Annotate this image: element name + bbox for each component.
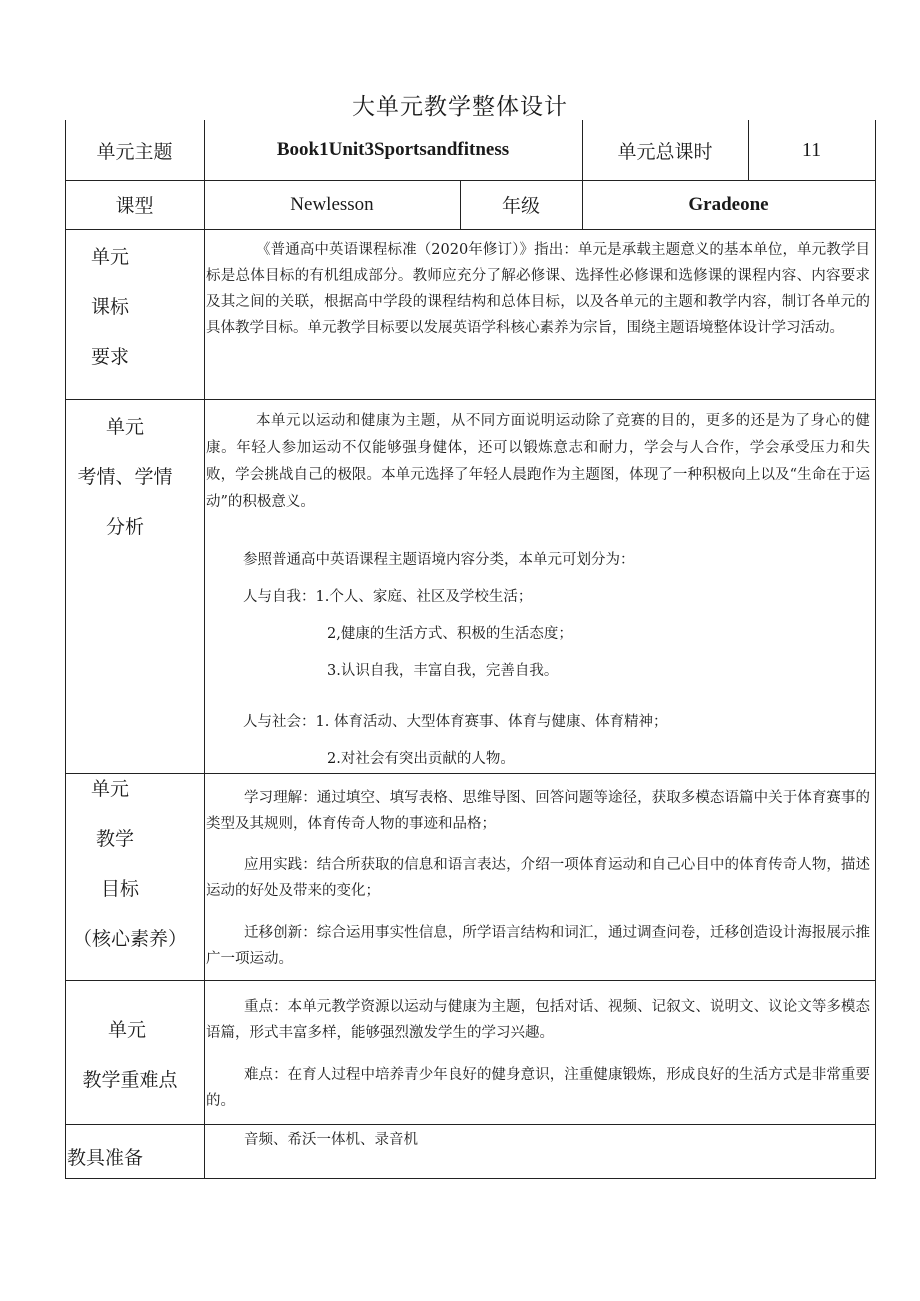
page-title: 大单元教学整体设计 xyxy=(352,94,568,120)
analysis-intro: 本单元以运动和健康为主题，从不同方面说明运动除了竞赛的目的，更多的还是为了身心的健康。年轻人参加运动不仅能够强身健体，还可以锻炼意志和耐力，学会与人合作，学会承受压力和失败，学会挑战自己的极限。本单元选择了年轻人晨跑作为主题图，体现了一种积极向上以及“生命在于运动”的积极意义。 xyxy=(206,413,870,510)
analysis-label-line-3: 分析 xyxy=(105,516,144,538)
analysis-label-line-2: 考情、学情 xyxy=(77,466,173,488)
unit-theme-label: 单元主题 xyxy=(96,140,173,163)
objectives-label-line-2: 教学 xyxy=(95,828,134,850)
objectives-label-line-3: 目标 xyxy=(100,878,139,900)
grade-value: Gradeone xyxy=(688,193,769,215)
standards-label-line-3: 要求 xyxy=(90,346,129,368)
analysis-self-3: 3.认识自我，丰富自我，完善自我。 xyxy=(327,663,559,679)
analysis-label-line-1: 单元 xyxy=(105,416,144,438)
objectives-p1: 学习理解：通过填空、填写表格、思维导图、回答问题等途径，获取多模态语篇中关于体育赛事的类型及其规则，体育传奇人物的事迹和品格； xyxy=(206,790,870,832)
analysis-self-1: 人与自我：1.个人、家庭、社区及学校生活； xyxy=(243,589,533,605)
equipment-label: 教具准备 xyxy=(67,1146,144,1169)
key-points-p1: 重点：本单元教学资源以运动与健康为主题，包括对话、视频、记叙文、说明文、议论文等多模态语篇，形式丰富多样，能够强烈激发学生的学习兴趣。 xyxy=(206,999,870,1041)
total-hours-label: 单元总课时 xyxy=(617,140,713,163)
objectives-label xyxy=(70,764,200,964)
grade-label: 年级 xyxy=(501,195,540,217)
analysis-self-2: 2,健康的生活方式、积极的生活态度； xyxy=(327,626,573,642)
objectives-p3: 迁移创新：综合运用事实性信息，所学语言结构和词汇，通过调查问卷，迁移创造设计海报展示推广一项运动。 xyxy=(206,925,870,967)
analysis-ref: 参照普通高中英语课程主题语境内容分类，本单元可划分为： xyxy=(243,552,635,568)
standards-label-line-1: 单元 xyxy=(90,246,129,268)
lesson-type-value: Newlesson xyxy=(290,193,374,215)
standards-label-line-2: 课标 xyxy=(90,296,129,318)
analysis-society-1: 人与社会：1. 体育活动、大型体育赛事、体育与健康、体育精神； xyxy=(243,714,668,730)
standards-label xyxy=(75,232,145,382)
lesson-type-label: 课型 xyxy=(115,195,154,217)
key-points-label-line-1: 单元 xyxy=(107,1019,146,1041)
analysis-society-2: 2.对社会有突出贡献的人物。 xyxy=(327,751,515,767)
unit-theme-value: Book1Unit3Sportsandfitness xyxy=(276,139,510,160)
equipment-text: 音频、希沃一体机、录音机 xyxy=(244,1132,418,1148)
analysis-label xyxy=(70,402,180,552)
key-points-label-line-2: 教学重难点 xyxy=(82,1069,178,1091)
standards-text: 《普通高中英语课程标准（2020年修订）》指出：单元是承载主题意义的基本单位，单元教学目标是总体目标的有机组成部分。教师应充分了解必修课、选择性必修课和选修课的课程内容、内容要求及其之间的关联，根据高中学段的课程结构和总体目标，以及各单元的主题和教学内容，制订各单元的具体教学目标。单元教学目标要以发展英语学科核心素养为宗旨，围绕主题语境整体设计学习活动。 xyxy=(206,242,870,336)
key-points-p2: 难点：在育人过程中培养青少年良好的健身意识，注重健康锻炼，形成良好的生活方式是非常重要的。 xyxy=(206,1067,870,1109)
key-points-label xyxy=(70,1005,190,1105)
objectives-label-line-1: 单元 xyxy=(90,778,129,800)
total-hours-value: 11 xyxy=(801,138,822,161)
objectives-p2: 应用实践：结合所获取的信息和语言表达，介绍一项体育运动和自己心目中的体育传奇人物，描述运动的好处及带来的变化； xyxy=(206,857,870,899)
objectives-label-line-4: （核心素养） xyxy=(72,928,187,950)
